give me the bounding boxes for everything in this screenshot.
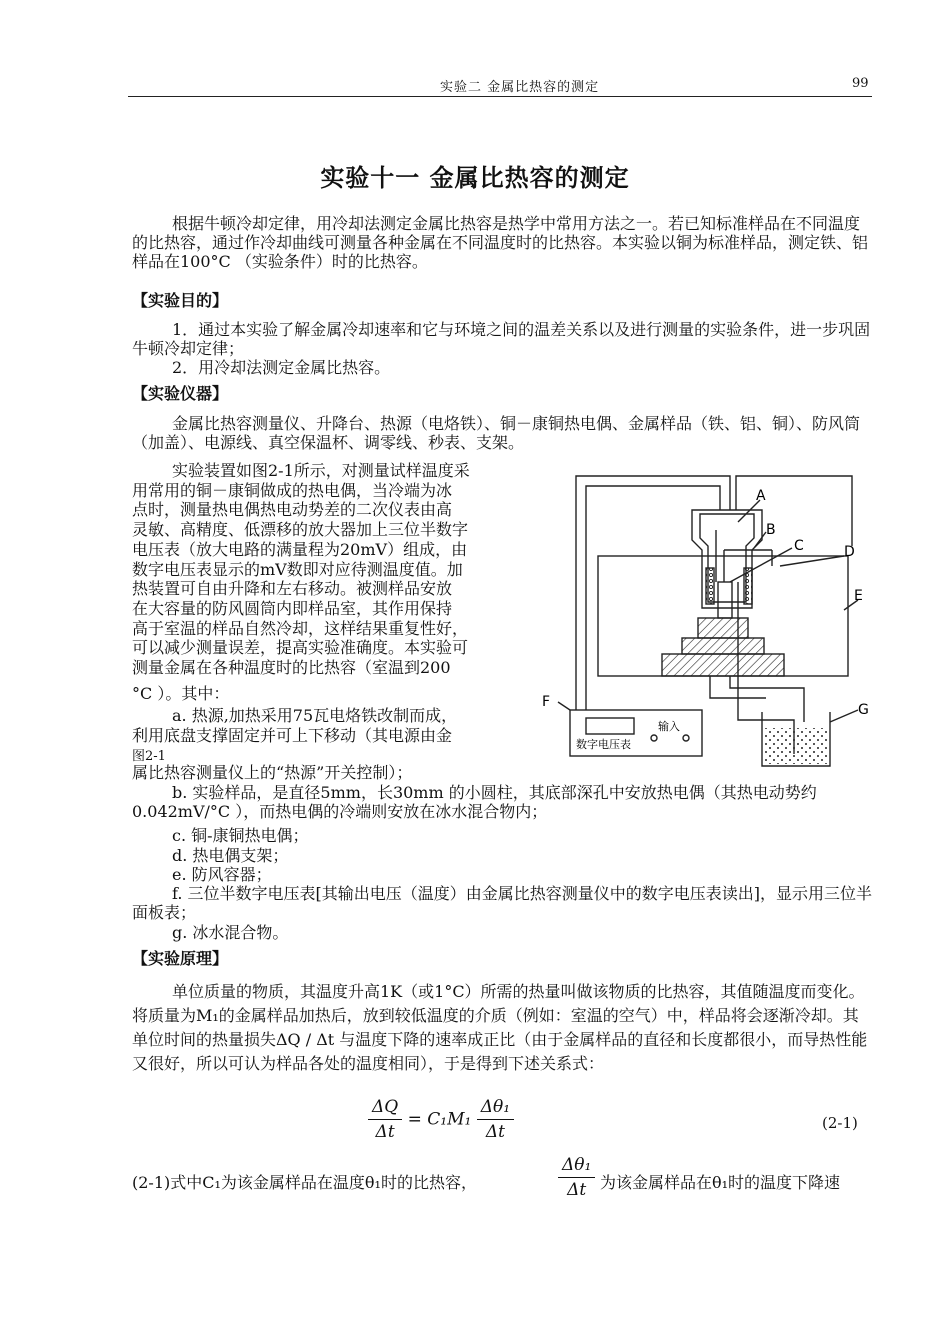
item-a-line-1: a. 热源,加热采用75瓦电烙铁改制而成， (172, 706, 458, 725)
setup-paragraph (132, 461, 524, 678)
last-frac-denominator: Δt (567, 1180, 587, 1200)
apparatus-diagram (540, 470, 880, 780)
setup-line: 热装置可自由升降和左右移动。被测样品安放 (132, 579, 453, 599)
item-e: e. 防风容器； (172, 865, 272, 884)
page-title: 实验十一 金属比热容的测定 (320, 164, 630, 192)
equation-lhs (368, 1097, 402, 1142)
principle-paragraph: 单位质量的物质，其温度升高1K（或1°C）所需的热量叫做该物质的比热容，其值随温度而变化。将质量为M₁的金属样品加热后，放到较低温度的介质（例如：室温的空气）中，样品将会逐渐冷却。其单位时间的热量损失ΔQ / Δt 与温度下降的速率成正比（由于金属样品的直径和长度都很小，而导热性能又很好，所以可认为样品各处的温度相同），于是得到下述关系式： (132, 982, 868, 1073)
label-d: D (844, 544, 855, 560)
setup-line: 数字电压表显示的mV数即对应待测温度值。加 (132, 559, 463, 579)
label-f: F (542, 694, 551, 710)
item-f: f. 三位半数字电压表[其输出电压（温度）由金属比热容测量仪中的数字电压表读出]，显示用三位半面板表； (132, 884, 873, 922)
page-number: 99 (852, 76, 869, 91)
item-c: c. 铜-康铜热电偶； (172, 826, 309, 845)
label-a: A (756, 488, 766, 504)
setup-line: 测量金属在各种温度时的比热容（室温到200 (132, 658, 451, 678)
item-b: b. 实验样品，是直径5mm，长30mm 的小圆柱，其底部深孔中安放热电偶（其热电动势约0.042mV/°C ），而热电偶的冷端则安放在冰水混合物内； (132, 783, 817, 821)
label-g: G (858, 702, 869, 718)
figure-caption: 图2-1 (132, 749, 166, 764)
last-line-fraction (558, 1155, 595, 1200)
section-apparatus: 【实验仪器】 (132, 384, 229, 403)
last-line-part-b: 为该金属样品在θ₁时的温度下降速 (600, 1173, 841, 1192)
purpose-item-2: 2．用冷却法测定金属比热容。 (172, 358, 391, 377)
equation-rhs (477, 1097, 514, 1142)
setup-line: 点时，测量热电偶热电动势差的二次仪表由高 (132, 500, 453, 520)
setup-line: 灵敏、高精度、低漂移的放大器加上三位半数字 (132, 520, 469, 540)
item-a-line-2: 利用底盘支撑固定并可上下移动（其电源由金 (132, 726, 453, 745)
item-g: g. 冰水混合物。 (172, 923, 289, 942)
intro-paragraph: 根据牛顿冷却定律，用冷却法测定金属比热容是热学中常用方法之一。若已知标准样品在不同温度的比热容，通过作冷却曲线可测量各种金属在不同温度时的比热容。本实验以铜为标准样品，测定铁、铝样品在100°C （实验条件）时的比热容。 (132, 214, 869, 271)
equation-2-1 (368, 1097, 514, 1142)
setup-tail: °C ）。其中： (132, 684, 230, 703)
label-b: B (766, 522, 776, 538)
last-line-part-a: (2-1)式中C₁为该金属样品在温度θ₁时的比热容， (132, 1173, 477, 1192)
label-meter: 数字电压表 (576, 738, 631, 751)
lhs-numerator: ΔQ (368, 1097, 402, 1120)
label-c: C (794, 538, 804, 554)
apparatus-list: 金属比热容测量仪、升降台、热源（电烙铁）、铜－康铜热电偶、金属样品（铁、铝、铜）、防风筒（加盖）、电源线、真空保温杯、调零线、秒表、支架。 (132, 414, 861, 452)
label-e: E (854, 588, 863, 604)
section-principle: 【实验原理】 (132, 949, 229, 968)
lhs-denominator: Δt (375, 1122, 395, 1142)
setup-line: 电压表（放大电路的满量程为20mV）组成，由 (132, 539, 468, 559)
header-rule (128, 96, 872, 97)
equation-number: (2-1) (822, 1114, 858, 1132)
setup-line: 在大容量的防风圆筒内即样品室，其作用保持 (132, 598, 453, 618)
setup-line: 可以减少测量误差，提高实验准确度。本实验可 (132, 638, 469, 658)
item-a-line-3: 属比热容测量仪上的“热源”开关控制）； (132, 763, 413, 782)
label-input: 输入 (658, 720, 680, 733)
item-d: d. 热电偶支架； (172, 846, 289, 865)
equation-middle: = C₁M₁ (407, 1109, 472, 1130)
setup-line: 高于室温的样品自然冷却，这样结果重复性好， (132, 618, 469, 638)
purpose-item-1: 1．通过本实验了解金属冷却速率和它与环境之间的温差关系以及进行测量的实验条件，进一步巩固牛顿冷却定律； (132, 320, 871, 358)
section-purpose: 【实验目的】 (132, 291, 229, 310)
setup-line: 实验装置如图2-1所示，对测量试样温度采 (172, 461, 470, 480)
rhs-numerator: Δθ₁ (477, 1097, 514, 1120)
last-frac-numerator: Δθ₁ (558, 1155, 595, 1178)
setup-line: 用常用的铜－康铜做成的热电偶，当冷端为冰 (132, 480, 453, 500)
rhs-denominator: Δt (485, 1122, 505, 1142)
running-title: 实验二 金属比热容的测定 (440, 80, 600, 95)
